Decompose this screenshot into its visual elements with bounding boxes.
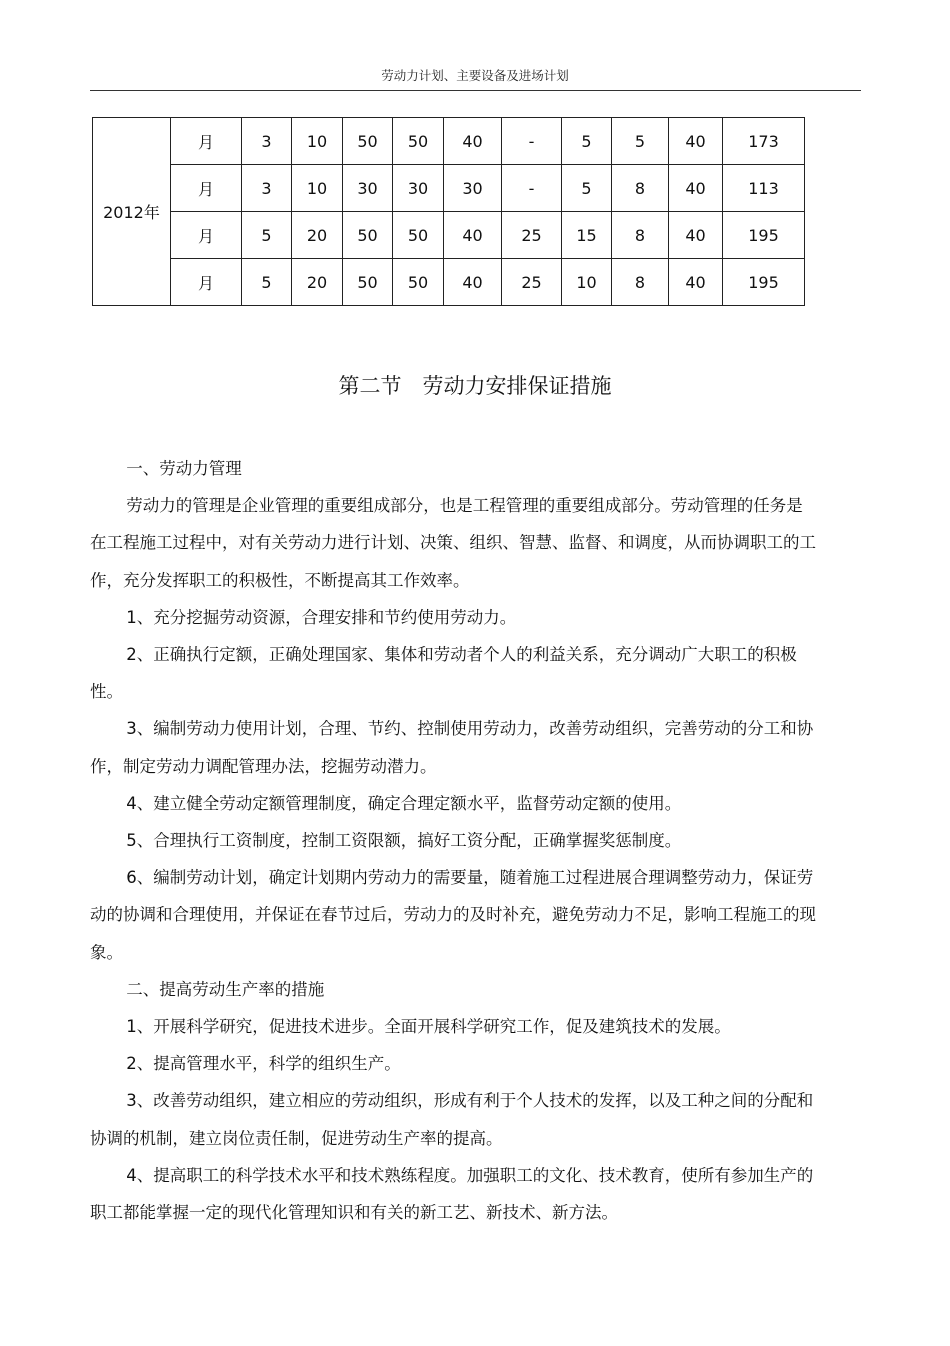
page-header: 劳动力计划、主要设备及进场计划 [381, 68, 569, 83]
paragraph: 劳动力的管理是企业管理的重要组成部分，也是工程管理的重要组成部分。劳动管理的任务是在工程施工过程中，对有关劳动力进行计划、决策、组织、智慧、监督、和调度，从而协调职工的工作，充分发挥职工的积极性，不断提高其工作效率。 [90, 496, 816, 590]
table-cell: 10 [292, 118, 343, 165]
total-cell: 195 [723, 259, 805, 306]
table-cell: 40 [444, 212, 502, 259]
table-row [93, 212, 805, 259]
month-cell: 月 [171, 118, 242, 165]
table-cell: 40 [669, 259, 723, 306]
table-cell: 10 [562, 259, 612, 306]
list-item: 3、编制劳动力使用计划，合理、节约、控制使用劳动力，改善劳动组织，完善劳动的分工和协作，制定劳动力调配管理办法，挖掘劳动潜力。 [90, 719, 814, 776]
labor-plan-table [92, 117, 805, 306]
table-cell: 3 [242, 165, 292, 212]
table-cell: 50 [393, 259, 444, 306]
table-cell: 30 [393, 165, 444, 212]
table-cell: 8 [612, 212, 669, 259]
table-cell: 50 [343, 118, 393, 165]
heading-productivity: 二、提高劳动生产率的措施 [126, 979, 325, 999]
table-cell: 30 [343, 165, 393, 212]
table-cell: 20 [292, 259, 343, 306]
year-cell: 2012年 [93, 118, 171, 306]
table-cell: 8 [612, 165, 669, 212]
table-cell: 20 [292, 212, 343, 259]
table-cell: - [502, 165, 562, 212]
table-cell: 5 [242, 259, 292, 306]
table-cell: 50 [343, 212, 393, 259]
table-row [93, 118, 805, 165]
table-cell: 5 [242, 212, 292, 259]
heading-labor-management: 一、劳动力管理 [126, 459, 242, 478]
month-cell: 月 [171, 212, 242, 259]
table-cell: 40 [669, 118, 723, 165]
list-item: 5、合理执行工资制度，控制工资限额，搞好工资分配，正确掌握奖惩制度。 [126, 831, 682, 851]
table-row [93, 259, 805, 306]
table-cell: 50 [393, 212, 444, 259]
table-cell: 30 [444, 165, 502, 212]
table-cell: 15 [562, 212, 612, 259]
table-cell: 50 [393, 118, 444, 165]
table-cell: 40 [669, 165, 723, 212]
table-cell: - [502, 118, 562, 165]
list-item: 2、提高管理水平，科学的组织生产。 [126, 1054, 401, 1074]
table-cell: 40 [444, 259, 502, 306]
table-row [93, 165, 805, 212]
list-item: 1、充分挖掘劳动资源，合理安排和节约使用劳动力。 [126, 607, 517, 627]
table-cell: 40 [669, 212, 723, 259]
section-title: 第二节 劳动力安排保证措施 [338, 374, 612, 398]
table-cell: 8 [612, 259, 669, 306]
body-text [90, 450, 818, 1231]
table-cell: 10 [292, 165, 343, 212]
total-cell: 195 [723, 212, 805, 259]
list-item: 6、编制劳动计划，确定计划期内劳动力的需要量，随着施工过程进展合理调整劳动力，保证劳动的协调和合理使用，并保证在春节过后，劳动力的及时补充，避免劳动力不足，影响工程施工的现象。 [90, 868, 816, 962]
total-cell: 173 [723, 118, 805, 165]
table-cell: 25 [502, 212, 562, 259]
total-cell: 113 [723, 165, 805, 212]
list-item: 3、改善劳动组织，建立相应的劳动组织，形成有利于个人技术的发挥，以及工种之间的分配和协调的机制，建立岗位责任制，促进劳动生产率的提高。 [90, 1091, 814, 1148]
table-cell: 40 [444, 118, 502, 165]
table-cell: 5 [612, 118, 669, 165]
month-cell: 月 [171, 165, 242, 212]
list-item: 2、正确执行定额，正确处理国家、集体和劳动者个人的利益关系，充分调动广大职工的积极性。 [90, 645, 797, 702]
list-item: 1、开展科学研究，促进技术进步。全面开展科学研究工作，促及建筑技术的发展。 [126, 1017, 731, 1037]
header-divider [90, 90, 861, 91]
table-cell: 5 [562, 118, 612, 165]
month-cell: 月 [171, 259, 242, 306]
table-cell: 25 [502, 259, 562, 306]
table-cell: 50 [343, 259, 393, 306]
table-cell: 5 [562, 165, 612, 212]
list-item: 4、提高职工的科学技术水平和技术熟练程度。加强职工的文化、技术教育，使所有参加生产的职工都能掌握一定的现代化管理知识和有关的新工艺、新技术、新方法。 [90, 1165, 814, 1223]
table-cell: 3 [242, 118, 292, 165]
list-item: 4、建立健全劳动定额管理制度，确定合理定额水平，监督劳动定额的使用。 [126, 793, 682, 813]
